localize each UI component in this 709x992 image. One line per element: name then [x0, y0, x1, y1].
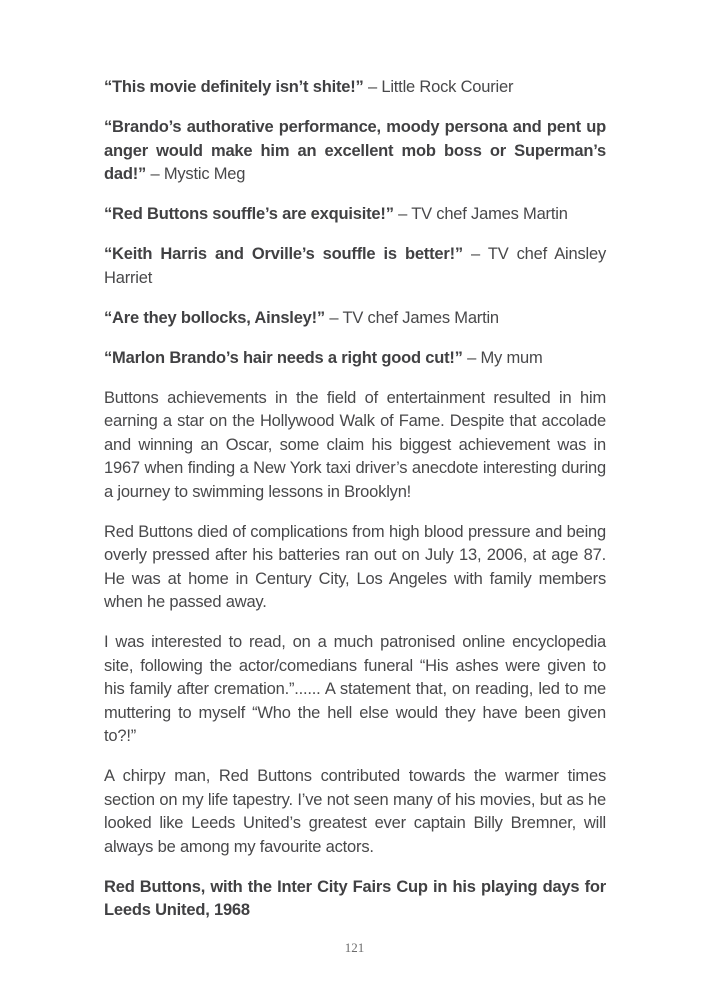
body-paragraph: Buttons achievements in the field of entertainment resulted in him earning a star on the Hollywood Walk of Fame. Despite that accolade and winning an Oscar, some claim his biggest achievement was in 1967 when finding a New York taxi driver’s anecdote interesting during a journey to swimming lessons in Brooklyn! [104, 388, 606, 501]
press-quote [104, 76, 606, 100]
press-quote [104, 347, 606, 371]
quote-text: “Are they bollocks, Ainsley!” [104, 308, 325, 327]
press-quote [104, 307, 606, 331]
document-page [104, 76, 606, 923]
quote-text: “This movie definitely isn’t shite!” [104, 78, 364, 96]
quote-text: “Brando’s authorative performance, moody persona and pent up anger would make him an excellent mob boss or Superman’s dad!” [104, 118, 606, 183]
page-footer [0, 940, 709, 956]
body-paragraph: A chirpy man, Red Buttons contributed towards the warmer times section on my life tapestry. I’ve not seen many of his movies, but as he looked like Leeds United’s greatest ever captain Billy Bremner, will always be among my favourite actors. [104, 767, 606, 856]
quote-text: “Marlon Brando’s hair needs a right good cut!” [104, 348, 463, 367]
quote-attribution: – TV chef Ainsley Harriet [104, 245, 607, 287]
press-quote [104, 203, 606, 227]
body-paragraph: I was interested to read, on a much patronised online encyclopedia site, following the actor/comedians funeral “His ashes were given to his family after cremation.”...... A statement that, on reading, led to me muttering to myself “Who the hell else would they have been given to?!” [104, 633, 606, 745]
body-paragraph: Red Buttons died of complications from high blood pressure and being overly pressed after his batteries ran out on July 13, 2006, at age 87. He was at home in Century City, Los Angeles with family members when he passed away. [104, 522, 606, 611]
press-quotes-section [104, 76, 606, 370]
photo-caption: Red Buttons, with the Inter City Fairs Cup in his playing days for Leeds United, 1968 [104, 877, 606, 919]
press-quote [104, 243, 606, 290]
article-body [104, 387, 606, 860]
quote-text: “Red Buttons souffle’s are exquisite!” [104, 205, 394, 223]
quote-attribution: – Mystic Meg [146, 165, 246, 183]
quote-attribution: – TV chef James Martin [393, 205, 568, 223]
page-number: 121 [344, 940, 365, 955]
quote-attribution: – TV chef James Martin [325, 308, 499, 327]
press-quote [104, 116, 606, 187]
quote-attribution: – Little Rock Courier [363, 78, 514, 96]
quote-text: “Keith Harris and Orville’s souffle is better!” [104, 245, 463, 263]
quote-attribution: – My mum [462, 348, 543, 367]
